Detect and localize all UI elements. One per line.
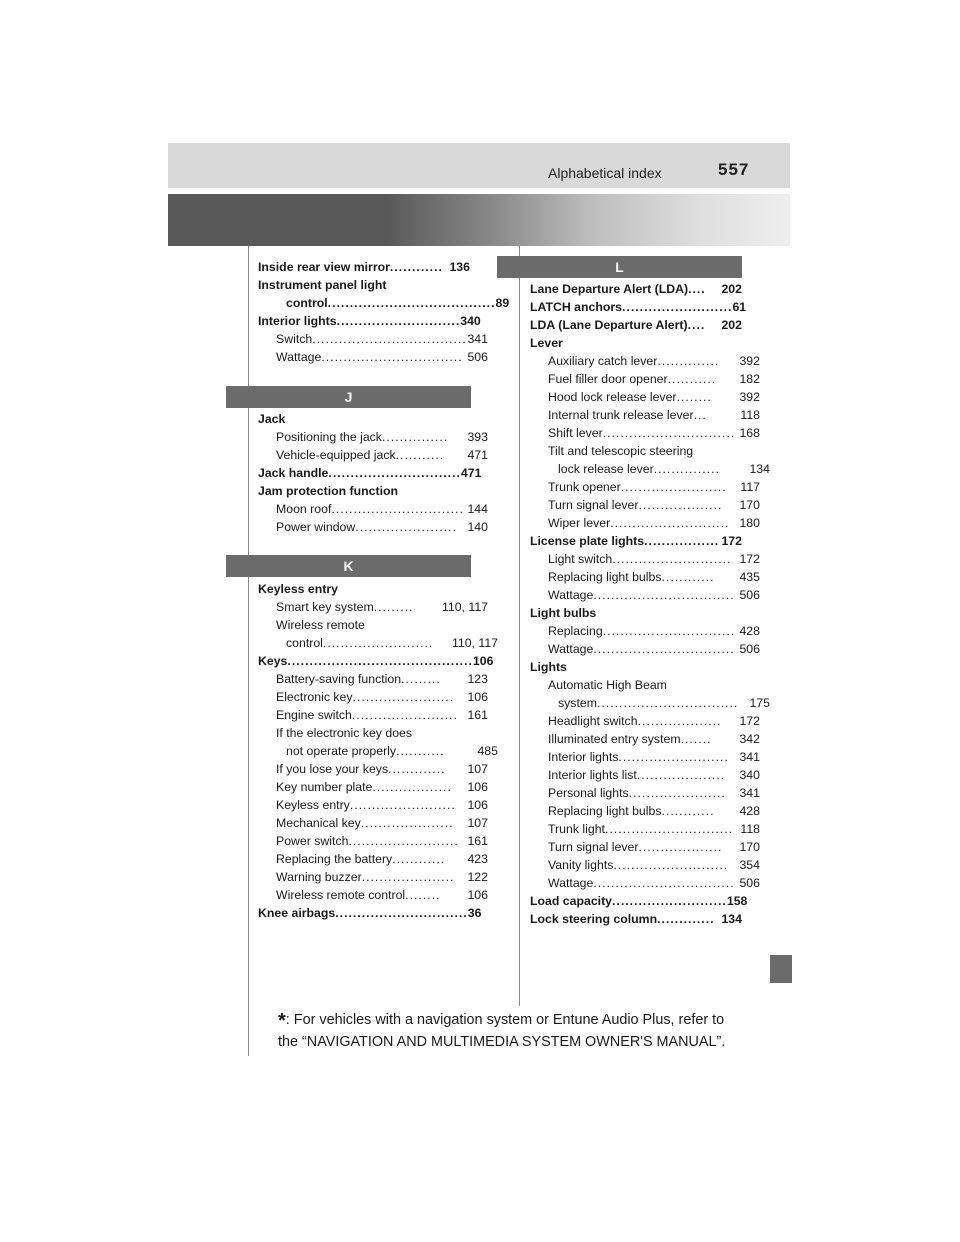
page-number: 557 (718, 160, 750, 179)
entry-text: lock release lever (558, 462, 654, 476)
index-subentry (258, 330, 488, 348)
entry-text: LDA (Lane Departure Alert) (530, 318, 688, 332)
entry-text: Internal trunk release lever (548, 408, 694, 422)
entry-leader-dots: ..................... (360, 816, 454, 830)
index-column-left-j (258, 410, 488, 536)
entry-leader-dots: .............................. (328, 466, 461, 480)
entry-page-ref: 172 (721, 534, 742, 548)
entry-leader-dots: ............. (388, 762, 446, 776)
entry-leader-dots: ........................... (612, 552, 732, 566)
entry-text: Electronic key (276, 690, 353, 704)
entry-page-ref: 158 (726, 894, 748, 908)
entry-leader-dots (398, 482, 470, 500)
entry-page-ref: 428 (739, 804, 760, 818)
entry-page-ref: 170 (739, 840, 760, 854)
entry-page-ref: 123 (467, 672, 488, 686)
entry-leader-dots: ......................... (622, 300, 733, 314)
entry-leader-dots: ........... (667, 372, 717, 386)
entry-text: Keyless entry (276, 798, 350, 812)
entry-page-ref: 506 (467, 350, 488, 364)
index-subentry (530, 370, 760, 388)
entry-page-ref: 144 (467, 502, 488, 516)
entry-leader-dots: ................................ (596, 696, 739, 710)
entry-text: Turn signal lever (548, 498, 639, 512)
letter-bar-l: L (497, 256, 742, 278)
entry-text: Keyless entry (258, 582, 338, 596)
index-entry (530, 604, 742, 622)
entry-page-ref: 485 (477, 744, 498, 758)
entry-leader-dots (693, 442, 760, 460)
entry-text: Turn signal lever (548, 840, 639, 854)
entry-page-ref: 175 (749, 696, 770, 710)
entry-leader-dots (596, 604, 742, 622)
index-entry (258, 464, 482, 482)
entry-page-ref: 161 (467, 834, 488, 848)
index-subentry (530, 514, 760, 532)
entry-text: LATCH anchors (530, 300, 623, 314)
index-entry (258, 410, 470, 428)
entry-text: Illuminated entry system (548, 732, 681, 746)
entry-text: If the electronic key does (276, 726, 413, 740)
index-subentry (530, 496, 760, 514)
index-subentry (530, 874, 760, 892)
entry-page-ref: 161 (467, 708, 488, 722)
index-column-left (258, 258, 510, 366)
entry-page-ref: 506 (739, 876, 760, 890)
entry-leader-dots: ................................ (593, 642, 735, 656)
entry-text: Light bulbs (530, 606, 597, 620)
footnote-text: : For vehicles with a navigation system or Entune Audio Plus, refer to the “NAVIGATION AND MULTIMEDIA SYSTEM OWNER'S MANUAL”. (278, 1012, 726, 1050)
index-subentry (530, 424, 760, 442)
entry-leader-dots: ....... (680, 732, 712, 746)
entry-leader-dots: ..................... (361, 870, 455, 884)
entry-text: Instrument panel light (258, 278, 387, 292)
index-subentry (258, 446, 488, 464)
entry-page-ref: 506 (739, 588, 760, 602)
entry-leader-dots: ....................... (355, 520, 457, 534)
index-subentry (258, 598, 488, 616)
entry-text: Jam protection function (258, 484, 399, 498)
entry-page-ref: 392 (739, 390, 760, 404)
index-entry (258, 482, 470, 500)
letter-bar-k: K (226, 555, 471, 577)
index-entry (258, 312, 481, 330)
index-subentry (530, 802, 760, 820)
index-subentry (258, 724, 488, 742)
entry-leader-dots: ............ (661, 570, 715, 584)
entry-leader-dots: ...................................... (327, 296, 496, 310)
index-subentry (258, 518, 488, 536)
entry-page-ref: 107 (467, 816, 488, 830)
index-subentry (530, 460, 770, 478)
entry-leader-dots: ...................... (628, 786, 726, 800)
entry-text: Personal lights (548, 786, 629, 800)
entry-page-ref: 36 (467, 906, 482, 920)
entry-page-ref: 182 (739, 372, 760, 386)
index-subentry (530, 784, 760, 802)
entry-leader-dots: .......................... (613, 858, 729, 872)
entry-leader-dots: ... (693, 408, 707, 422)
index-subentry (258, 868, 488, 886)
entry-page-ref: 61 (732, 300, 747, 314)
entry-text: Mechanical key (276, 816, 361, 830)
entry-page-ref: 354 (739, 858, 760, 872)
entry-text: control (286, 636, 323, 650)
entry-leader-dots: .................. (372, 780, 452, 794)
entry-leader-dots: ............... (381, 430, 449, 444)
index-entry (530, 892, 748, 910)
entry-leader-dots: ................. (644, 534, 720, 548)
index-subentry (530, 586, 760, 604)
entry-page-ref: 393 (467, 430, 488, 444)
index-entry (258, 580, 470, 598)
index-entry (258, 652, 494, 670)
entry-page-ref: 341 (467, 332, 488, 346)
entry-text: Wireless remote (276, 618, 365, 632)
index-entry (258, 258, 470, 276)
footnote-star: * (278, 1010, 286, 1032)
entry-page-ref: 110, 117 (441, 600, 488, 614)
entry-leader-dots (567, 658, 742, 676)
entry-leader-dots: ............ (392, 852, 446, 866)
entry-leader-dots: ....................... (352, 690, 455, 704)
section-title: Alphabetical index (548, 165, 662, 181)
entry-text: control (286, 296, 328, 310)
index-subentry (530, 676, 760, 694)
entry-leader-dots: ......................... (348, 834, 459, 848)
index-subentry (530, 730, 760, 748)
entry-page-ref: 435 (739, 570, 760, 584)
group-l (530, 280, 770, 928)
index-subentry (530, 388, 760, 406)
entry-text: Lock steering column (530, 912, 658, 926)
index-column-right (530, 280, 770, 928)
entry-text: Keys (258, 654, 288, 668)
index-entry (258, 276, 470, 294)
entry-text: Inside rear view mirror (258, 260, 390, 274)
entry-page-ref: 340 (460, 314, 481, 328)
entry-page-ref: 118 (740, 408, 760, 422)
entry-leader-dots: ........................ (620, 480, 727, 494)
index-subentry (530, 640, 760, 658)
index-subentry (530, 406, 760, 424)
entry-page-ref: 423 (467, 852, 488, 866)
gradient-band (168, 194, 790, 246)
entry-text: Switch (276, 332, 313, 346)
entry-text: Automatic High Beam (548, 678, 667, 692)
entry-leader-dots: ......................... (618, 750, 729, 764)
entry-page-ref: 428 (739, 624, 760, 638)
entry-leader-dots: ........ (676, 390, 712, 404)
index-subentry (258, 500, 488, 518)
entry-leader-dots: ......... (373, 600, 414, 614)
entry-page-ref: 172 (739, 714, 760, 728)
entry-leader-dots: .............................. (602, 426, 736, 440)
entry-page-ref: 202 (721, 318, 742, 332)
entry-text: Auxiliary catch lever (548, 354, 658, 368)
entry-page-ref: 341 (739, 786, 760, 800)
index-entry (530, 280, 742, 298)
entry-text: Trunk light (548, 822, 605, 836)
entry-text: Key number plate (276, 780, 373, 794)
entry-text: Interior lights (548, 750, 619, 764)
entry-leader-dots: ............ (389, 260, 443, 274)
entry-leader-dots (563, 334, 742, 352)
group-i (258, 258, 510, 366)
entry-text: Shift lever (548, 426, 603, 440)
entry-page-ref: 140 (467, 520, 488, 534)
entry-text: Replacing light bulbs (548, 804, 662, 818)
index-subentry (530, 352, 760, 370)
index-subentry (530, 712, 760, 730)
entry-leader-dots: ........................... (610, 516, 730, 530)
index-subentry (530, 820, 760, 838)
entry-text: Battery-saving function (276, 672, 402, 686)
entry-text: Interior lights (258, 314, 337, 328)
entry-text: Fuel filler door opener (548, 372, 668, 386)
entry-page-ref: 106 (467, 798, 488, 812)
entry-leader-dots: .............................. (602, 624, 736, 638)
entry-page-ref: 134 (721, 912, 742, 926)
entry-text: Wattage (548, 588, 594, 602)
index-subentry (530, 622, 760, 640)
entry-text: Lights (530, 660, 567, 674)
entry-text: Hood lock release lever (548, 390, 677, 404)
entry-leader-dots: .......................... (612, 894, 727, 908)
index-subentry (258, 814, 488, 832)
entry-leader-dots: ............ (661, 804, 715, 818)
entry-page-ref: 180 (739, 516, 760, 530)
entry-page-ref: 202 (721, 282, 742, 296)
index-subentry (530, 838, 760, 856)
index-subentry (530, 748, 760, 766)
index-subentry (530, 856, 760, 874)
index-subentry (530, 766, 760, 784)
index-subentry (258, 832, 488, 850)
entry-leader-dots: ........... (395, 448, 445, 462)
entry-leader-dots: .............................. (331, 502, 464, 516)
index-subentry (258, 616, 488, 634)
entry-leader-dots: ................... (638, 498, 723, 512)
index-subentry (530, 694, 770, 712)
entry-page-ref: 392 (739, 354, 760, 368)
entry-page-ref: 117 (740, 480, 760, 494)
entry-leader-dots: .... (687, 318, 706, 332)
left-margin-line (248, 246, 249, 1056)
entry-leader-dots (386, 276, 470, 294)
entry-leader-dots: ............................ (336, 314, 461, 328)
footnote (278, 1010, 748, 1053)
entry-leader-dots: ................................... (312, 332, 467, 346)
entry-text: Moon roof (276, 502, 332, 516)
column-divider-line (519, 246, 520, 1006)
entry-leader-dots: ................................ (593, 876, 735, 890)
letter-bar-j: J (226, 386, 471, 408)
entry-page-ref: 122 (467, 870, 488, 884)
entry-leader-dots: ........... (396, 744, 445, 758)
entry-page-ref: 136 (449, 260, 470, 274)
entry-leader-dots (285, 410, 470, 428)
index-entry (258, 904, 482, 922)
entry-page-ref: 170 (739, 498, 760, 512)
index-subentry (258, 634, 498, 652)
entry-text: Trunk opener (548, 480, 621, 494)
entry-leader-dots (412, 724, 488, 742)
entry-leader-dots (365, 616, 488, 634)
index-subentry (530, 478, 760, 496)
index-subentry (258, 670, 488, 688)
entry-leader-dots: ................................ (321, 350, 463, 364)
index-entry (530, 298, 747, 316)
entry-leader-dots: ................... (637, 714, 722, 728)
index-column-left-k (258, 580, 498, 922)
entry-text: system (558, 696, 597, 710)
entry-page-ref: 134 (749, 462, 770, 476)
entry-text: Replacing light bulbs (548, 570, 662, 584)
entry-leader-dots: .......................................... (287, 654, 473, 668)
entry-text: Light switch (548, 552, 613, 566)
entry-text: Wiper lever (548, 516, 611, 530)
entry-leader-dots: ........................ (349, 798, 456, 812)
index-entry (530, 334, 742, 352)
index-subentry (530, 568, 760, 586)
index-subentry (258, 348, 488, 366)
chapter-tab (770, 955, 792, 983)
entry-text: Headlight switch (548, 714, 638, 728)
entry-text: Load capacity (530, 894, 613, 908)
index-subentry (258, 706, 488, 724)
entry-text: Warning buzzer (276, 870, 362, 884)
entry-text: If you lose your keys (276, 762, 389, 776)
index-subentry (258, 294, 510, 312)
entry-leader-dots (338, 580, 470, 598)
index-subentry (258, 742, 498, 760)
entry-page-ref: 118 (740, 822, 760, 836)
entry-text: Wattage (548, 876, 594, 890)
entry-leader-dots: ........ (405, 888, 441, 902)
index-entry (530, 532, 742, 550)
entry-page-ref: 340 (739, 768, 760, 782)
entry-leader-dots (667, 676, 760, 694)
index-subentry (258, 428, 488, 446)
entry-page-ref: 110, 117 (451, 636, 498, 650)
entry-page-ref: 341 (739, 750, 760, 764)
entry-text: Jack handle (258, 466, 329, 480)
index-entry (530, 658, 742, 676)
index-subentry (258, 760, 488, 778)
entry-text: Lane Departure Alert (LDA) (530, 282, 689, 296)
entry-leader-dots: ................... (638, 840, 723, 854)
entry-leader-dots: ............................. (604, 822, 734, 836)
entry-text: Smart key system (276, 600, 374, 614)
entry-page-ref: 89 (495, 296, 510, 310)
index-subentry (258, 850, 488, 868)
entry-leader-dots: .................... (636, 768, 726, 782)
entry-leader-dots: .............. (657, 354, 720, 368)
entry-leader-dots: ............. (657, 912, 715, 926)
entry-leader-dots: ................................ (593, 588, 735, 602)
entry-text: Interior lights list (548, 768, 637, 782)
entry-text: not operate properly (286, 744, 397, 758)
entry-page-ref: 107 (467, 762, 488, 776)
index-subentry (258, 796, 488, 814)
entry-leader-dots: .... (688, 282, 706, 296)
entry-page-ref: 172 (739, 552, 760, 566)
entry-page-ref: 106 (467, 780, 488, 794)
entry-text: Vehicle-equipped jack (276, 448, 396, 462)
index-entry (530, 316, 742, 334)
entry-page-ref: 106 (467, 690, 488, 704)
index-subentry (258, 886, 488, 904)
entry-page-ref: 106 (467, 888, 488, 902)
group-j (258, 410, 488, 536)
group-k (258, 580, 498, 922)
entry-leader-dots: ......... (401, 672, 441, 686)
entry-leader-dots: ........................ (351, 708, 458, 722)
entry-text: Lever (530, 336, 563, 350)
entry-text: Wireless remote control (276, 888, 406, 902)
index-subentry (258, 778, 488, 796)
entry-text: Power window (276, 520, 356, 534)
entry-text: Jack (258, 412, 286, 426)
index-subentry (530, 442, 760, 460)
entry-page-ref: 168 (739, 426, 760, 440)
entry-text: License plate lights (530, 534, 645, 548)
entry-text: Power switch (276, 834, 349, 848)
index-entry (530, 910, 742, 928)
entry-text: Replacing (548, 624, 603, 638)
entry-leader-dots: .............................. (335, 906, 468, 920)
entry-text: Positioning the jack (276, 430, 382, 444)
entry-page-ref: 506 (739, 642, 760, 656)
entry-text: Knee airbags (258, 906, 336, 920)
entry-text: Engine switch (276, 708, 352, 722)
entry-page-ref: 471 (467, 448, 488, 462)
entry-page-ref: 471 (460, 466, 482, 480)
entry-leader-dots: ............... (653, 462, 720, 476)
entry-page-ref: 342 (739, 732, 760, 746)
index-subentry (530, 550, 760, 568)
entry-page-ref: 106 (472, 654, 494, 668)
entry-leader-dots: ......................... (322, 636, 434, 650)
entry-text: Replacing the battery (276, 852, 393, 866)
entry-text: Vanity lights (548, 858, 614, 872)
entry-text: Tilt and telescopic steering (548, 444, 694, 458)
entry-text: Wattage (548, 642, 594, 656)
entry-text: Wattage (276, 350, 322, 364)
header-band (168, 143, 790, 188)
index-subentry (258, 688, 488, 706)
